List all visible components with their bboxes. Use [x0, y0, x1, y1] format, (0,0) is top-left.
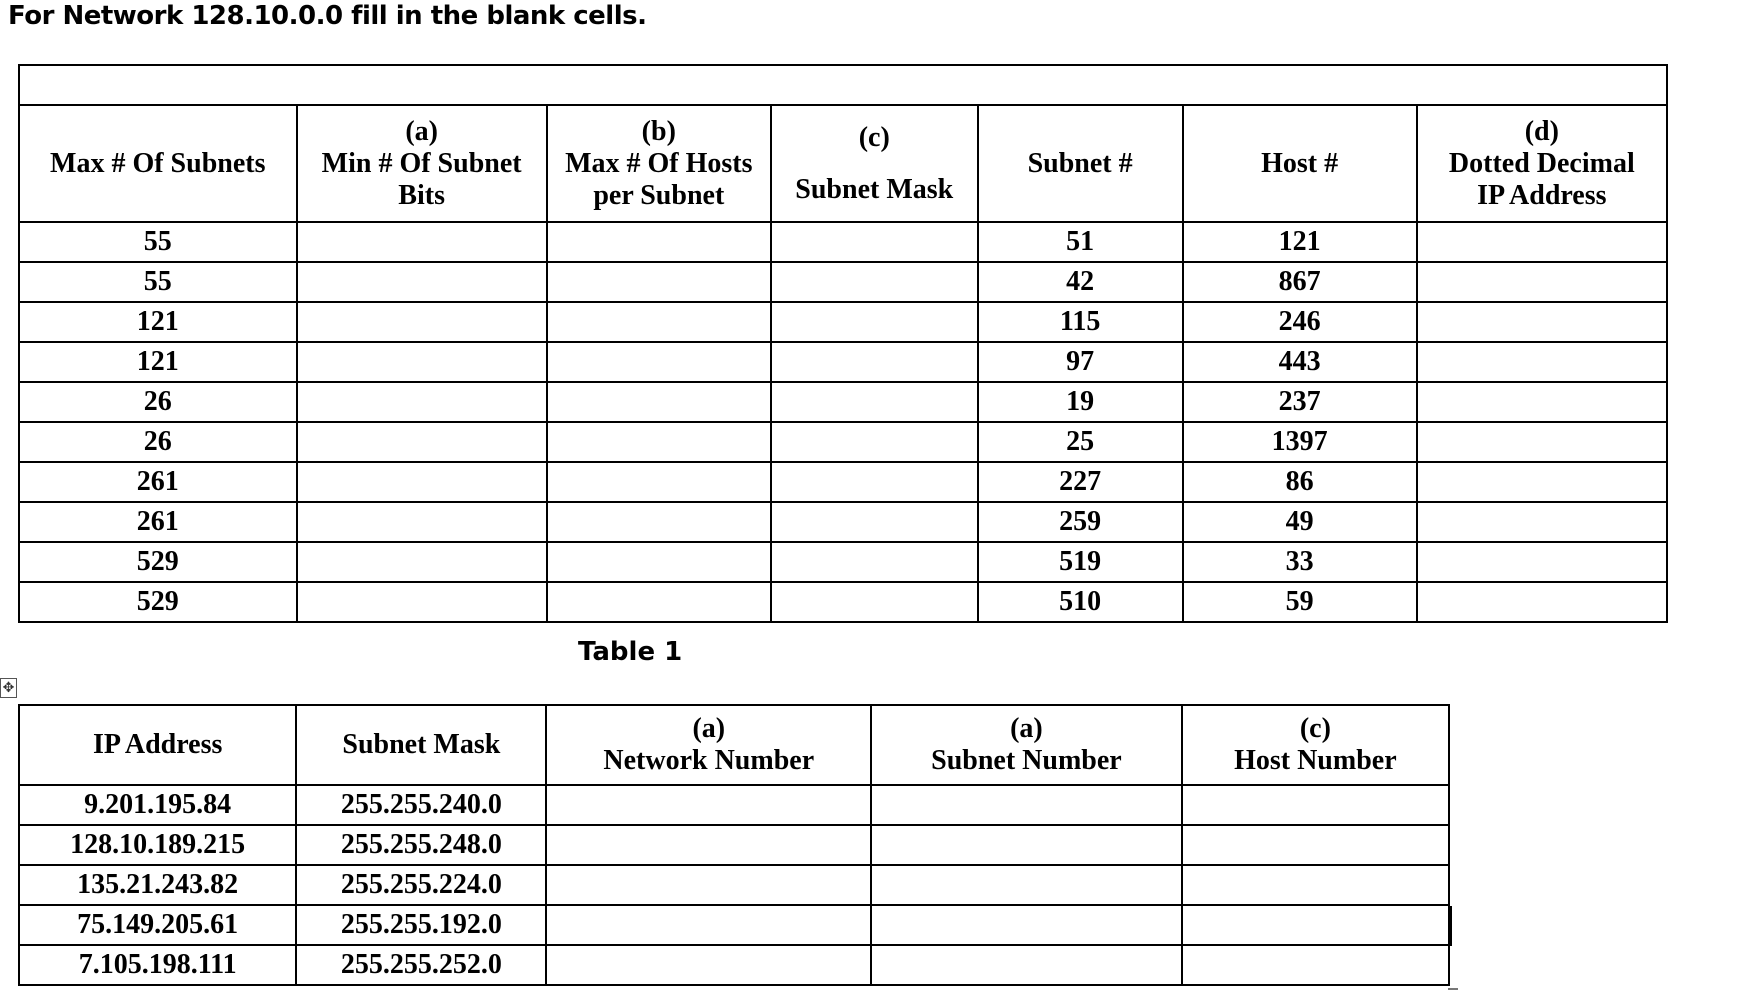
- cell-subnet-mask: 255.255.240.0: [296, 785, 546, 825]
- cell-subnet-number[interactable]: [871, 785, 1182, 825]
- table1-row: [19, 342, 1667, 382]
- cell-dotted-decimal[interactable]: [1417, 342, 1667, 382]
- cell-min-subnet-bits[interactable]: [297, 262, 547, 302]
- cell-max-subnets: 261: [19, 502, 297, 542]
- cell-max-hosts[interactable]: [547, 342, 771, 382]
- table1-caption: Table 1: [578, 637, 683, 667]
- header-label: Host Number: [1234, 745, 1397, 776]
- header-label: Dotted Decimal: [1448, 147, 1635, 179]
- cell-min-subnet-bits[interactable]: [297, 222, 547, 262]
- cell-host-number: 86: [1183, 462, 1417, 502]
- header-tag: (a): [692, 713, 726, 744]
- cell-subnet-number: 510: [978, 582, 1183, 622]
- table2-row: [19, 865, 1449, 905]
- cell-host-number: 49: [1183, 502, 1417, 542]
- cell-max-hosts[interactable]: [547, 262, 771, 302]
- cell-subnet-number: 51: [978, 222, 1183, 262]
- cell-subnet-number: 115: [978, 302, 1183, 342]
- cell-max-subnets: 261: [19, 462, 297, 502]
- cell-max-hosts[interactable]: [547, 302, 771, 342]
- cell-ip-address: 135.21.243.82: [19, 865, 296, 905]
- header-tag: (d): [1524, 115, 1559, 147]
- header-tag: (b): [641, 115, 676, 147]
- header-dotted-decimal: [1417, 105, 1667, 222]
- cell-dotted-decimal[interactable]: [1417, 462, 1667, 502]
- header-label: Host #: [1261, 147, 1339, 179]
- cell-host-number: 121: [1183, 222, 1417, 262]
- table-move-handle-icon[interactable]: ✥: [0, 678, 17, 698]
- cell-max-subnets: 529: [19, 582, 297, 622]
- header-tag: (c): [1299, 713, 1331, 744]
- cell-max-hosts[interactable]: [547, 222, 771, 262]
- cell-subnet-number[interactable]: [871, 825, 1182, 865]
- cell-min-subnet-bits[interactable]: [297, 582, 547, 622]
- table-resize-handle[interactable]: [1448, 988, 1458, 990]
- cell-dotted-decimal[interactable]: [1417, 382, 1667, 422]
- text-cursor: [1450, 906, 1452, 946]
- table1-row: [19, 302, 1667, 342]
- cell-subnet-mask[interactable]: [771, 502, 978, 542]
- table1-header-row: [19, 105, 1667, 222]
- cell-subnet-mask[interactable]: [771, 422, 978, 462]
- cell-min-subnet-bits[interactable]: [297, 382, 547, 422]
- cell-network-number[interactable]: [546, 905, 871, 945]
- cell-max-subnets: 121: [19, 302, 297, 342]
- cell-subnet-number: 97: [978, 342, 1183, 382]
- cell-dotted-decimal[interactable]: [1417, 222, 1667, 262]
- header-label: Subnet Mask: [795, 173, 954, 205]
- cell-host-number: 237: [1183, 382, 1417, 422]
- instruction-heading: For Network 128.10.0.0 fill in the blank cells.: [8, 1, 647, 31]
- cell-max-hosts[interactable]: [547, 502, 771, 542]
- header-label: Min # Of Subnet: [321, 147, 522, 179]
- cell-subnet-number[interactable]: [871, 905, 1182, 945]
- cell-host-number: 59: [1183, 582, 1417, 622]
- cell-max-subnets: 55: [19, 262, 297, 302]
- cell-min-subnet-bits[interactable]: [297, 422, 547, 462]
- header-label-line2: Bits: [398, 179, 445, 211]
- cell-network-number[interactable]: [546, 785, 871, 825]
- header-label: Network Number: [603, 745, 815, 776]
- table2-row: [19, 945, 1449, 985]
- cell-min-subnet-bits[interactable]: [297, 302, 547, 342]
- subnet-table: [18, 64, 1668, 623]
- header-network-number: [546, 705, 871, 785]
- cell-dotted-decimal[interactable]: [1417, 262, 1667, 302]
- cell-max-hosts[interactable]: [547, 582, 771, 622]
- cell-host-number: 443: [1183, 342, 1417, 382]
- cell-host-number[interactable]: [1182, 825, 1449, 865]
- ip-address-table: [18, 704, 1450, 986]
- header-min-subnet-bits: [297, 105, 547, 222]
- header-tag: (a): [405, 115, 438, 147]
- cell-network-number[interactable]: [546, 825, 871, 865]
- cell-subnet-number: 25: [978, 422, 1183, 462]
- header-host-number: [1182, 705, 1449, 785]
- header-label: Subnet #: [1027, 147, 1133, 179]
- cell-ip-address: 7.105.198.111: [19, 945, 296, 985]
- cell-subnet-mask: 255.255.224.0: [296, 865, 546, 905]
- cell-subnet-mask: 255.255.248.0: [296, 825, 546, 865]
- header-tag: (c): [858, 121, 890, 153]
- header-label: Subnet Mask: [342, 729, 501, 760]
- cell-subnet-mask[interactable]: [771, 342, 978, 382]
- header-max-subnets: [19, 105, 297, 222]
- cell-host-number: 33: [1183, 542, 1417, 582]
- cell-min-subnet-bits[interactable]: [297, 342, 547, 382]
- cell-subnet-number: 42: [978, 262, 1183, 302]
- cell-subnet-mask[interactable]: [771, 302, 978, 342]
- cell-subnet-number: 227: [978, 462, 1183, 502]
- header-subnet-mask: [771, 105, 978, 222]
- cell-network-number[interactable]: [546, 865, 871, 905]
- cell-dotted-decimal[interactable]: [1417, 302, 1667, 342]
- header-subnet-number: [871, 705, 1182, 785]
- cell-max-subnets: 121: [19, 342, 297, 382]
- cell-subnet-mask[interactable]: [771, 222, 978, 262]
- cell-subnet-mask[interactable]: [771, 542, 978, 582]
- cell-max-hosts[interactable]: [547, 542, 771, 582]
- cell-host-number: 246: [1183, 302, 1417, 342]
- cell-host-number[interactable]: [1182, 785, 1449, 825]
- header-label-line2: per Subnet: [593, 179, 725, 211]
- cell-subnet-number: 519: [978, 542, 1183, 582]
- cell-host-number[interactable]: [1182, 945, 1449, 985]
- header-tag: (a): [1010, 713, 1043, 744]
- header-label-line2: IP Address: [1477, 179, 1607, 211]
- table1-row: [19, 462, 1667, 502]
- header-label: Subnet Number: [931, 745, 1122, 776]
- cell-max-subnets: 529: [19, 542, 297, 582]
- cell-max-hosts[interactable]: [547, 422, 771, 462]
- cell-subnet-number: 19: [978, 382, 1183, 422]
- table1-row: [19, 222, 1667, 262]
- cell-subnet-number[interactable]: [871, 865, 1182, 905]
- table1-row: [19, 582, 1667, 622]
- cell-subnet-mask: 255.255.252.0: [296, 945, 546, 985]
- table1-blank-cell[interactable]: [19, 65, 1667, 105]
- cell-dotted-decimal[interactable]: [1417, 542, 1667, 582]
- header-subnet-number: [978, 105, 1183, 222]
- table1-row: [19, 422, 1667, 462]
- header-max-hosts: [547, 105, 771, 222]
- header-subnet-mask: [296, 705, 546, 785]
- cell-subnet-number: 259: [978, 502, 1183, 542]
- table1-row: [19, 382, 1667, 422]
- cell-subnet-mask[interactable]: [771, 382, 978, 422]
- cell-host-number: 1397: [1183, 422, 1417, 462]
- cell-max-subnets: 26: [19, 422, 297, 462]
- cell-max-hosts[interactable]: [547, 382, 771, 422]
- table2-row: [19, 785, 1449, 825]
- cell-host-number[interactable]: [1182, 865, 1449, 905]
- table1-blank-top-row: [19, 65, 1667, 105]
- header-label: Max # Of Subnets: [50, 147, 266, 179]
- header-label: IP Address: [92, 729, 223, 760]
- cell-dotted-decimal[interactable]: [1417, 502, 1667, 542]
- cell-max-hosts[interactable]: [547, 462, 771, 502]
- cell-ip-address: 128.10.189.215: [19, 825, 296, 865]
- cell-dotted-decimal[interactable]: [1417, 422, 1667, 462]
- cell-subnet-mask[interactable]: [771, 262, 978, 302]
- cell-subnet-mask[interactable]: [771, 462, 978, 502]
- cell-host-number: 867: [1183, 262, 1417, 302]
- table1-row: [19, 262, 1667, 302]
- table2-header-row: [19, 705, 1449, 785]
- cell-min-subnet-bits[interactable]: [297, 542, 547, 582]
- header-ip-address: [19, 705, 296, 785]
- table2-row: [19, 905, 1449, 945]
- cell-max-subnets: 26: [19, 382, 297, 422]
- table2-row: [19, 825, 1449, 865]
- cell-ip-address: 9.201.195.84: [19, 785, 296, 825]
- cell-dotted-decimal[interactable]: [1417, 582, 1667, 622]
- cell-network-number[interactable]: [546, 945, 871, 985]
- cell-max-subnets: 55: [19, 222, 297, 262]
- cell-min-subnet-bits[interactable]: [297, 502, 547, 542]
- table1-row: [19, 502, 1667, 542]
- header-host-number: [1183, 105, 1417, 222]
- cell-ip-address: 75.149.205.61: [19, 905, 296, 945]
- cell-subnet-number[interactable]: [871, 945, 1182, 985]
- cell-subnet-mask: 255.255.192.0: [296, 905, 546, 945]
- cell-subnet-mask[interactable]: [771, 582, 978, 622]
- table1-row: [19, 542, 1667, 582]
- header-label: Max # Of Hosts: [565, 147, 753, 179]
- cell-min-subnet-bits[interactable]: [297, 462, 547, 502]
- cell-host-number[interactable]: [1182, 905, 1449, 945]
